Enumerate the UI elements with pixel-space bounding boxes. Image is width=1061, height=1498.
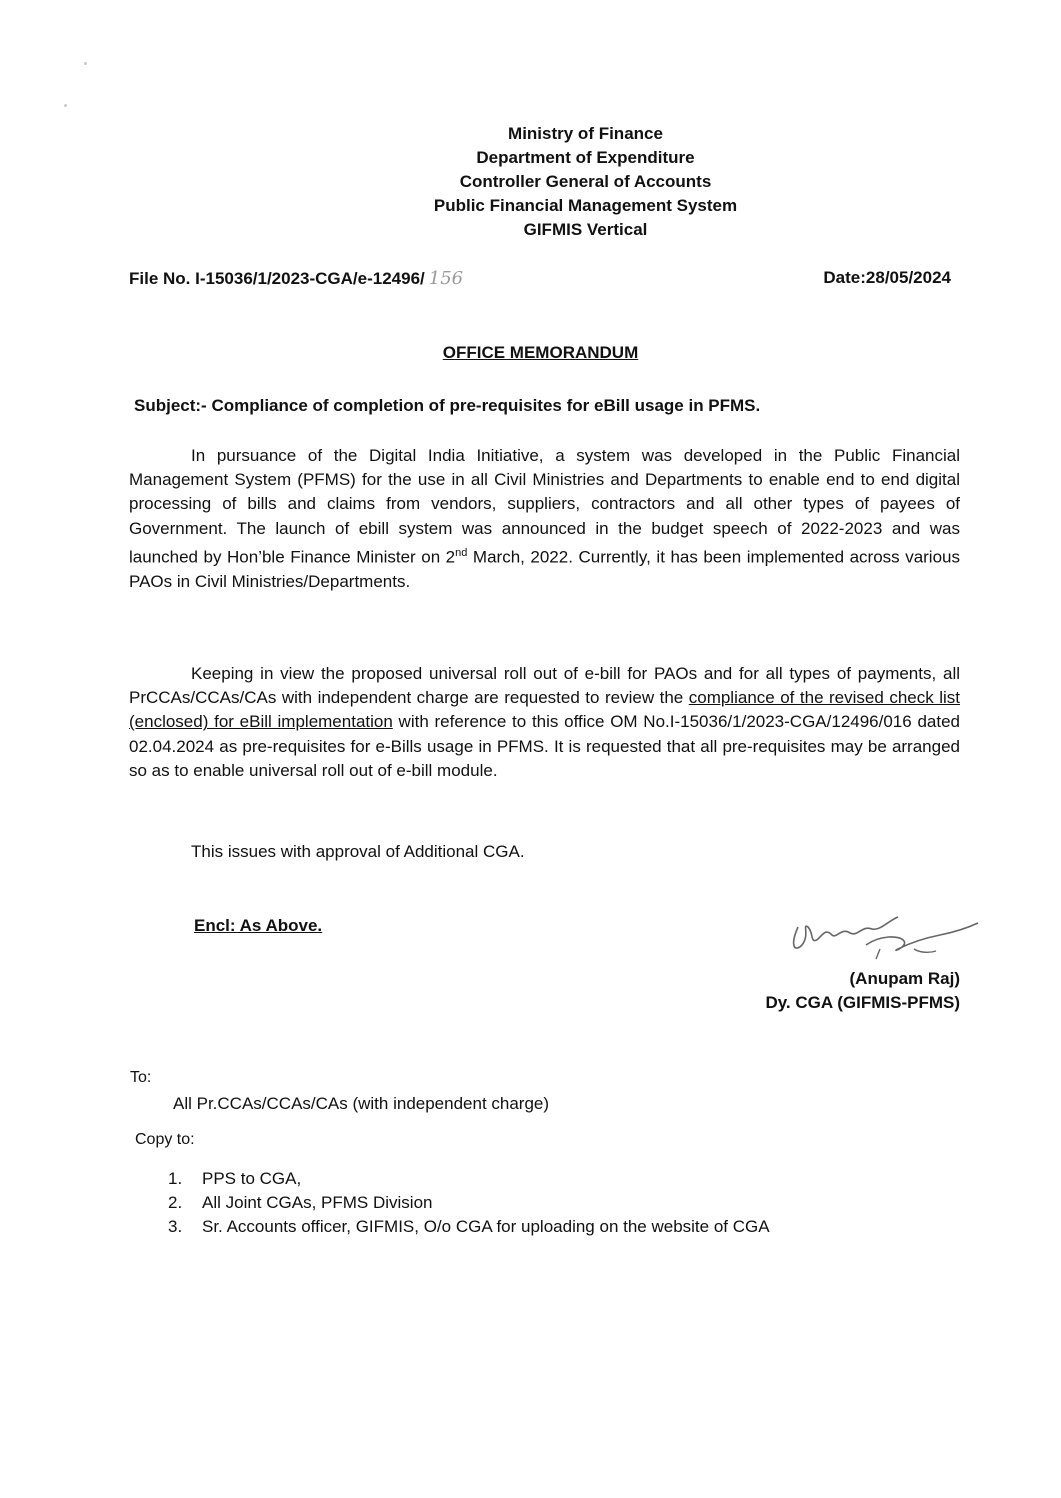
list-item-text: All Joint CGAs, PFMS Division: [202, 1193, 433, 1212]
copy-to-label: Copy to:: [135, 1131, 195, 1148]
approval-note: This issues with approval of Additional CGA.: [191, 842, 525, 861]
letterhead: [0, 122, 1061, 242]
scan-speck: [84, 62, 87, 65]
file-number: File No. I-15036/1/2023-CGA/e-12496/: [129, 269, 425, 288]
paragraph-1: [129, 444, 960, 594]
file-date-line: [129, 268, 951, 289]
system-name: Public Financial Management System: [433, 196, 738, 215]
list-item: [168, 1191, 770, 1215]
file-number-handwritten: 156: [428, 268, 464, 289]
ordinal-suffix: nd: [455, 546, 468, 559]
paragraph-2: [129, 662, 960, 783]
signatory-block: [700, 967, 960, 1015]
memo-title-wrap: [0, 343, 1061, 363]
paragraph-2-text-a: Keeping in view the proposed universal roll out of e-bill for PAOs and for all types of payments, all PrCCAs/CCAs/CAs with independent charge are requested to review the: [129, 664, 960, 708]
paragraph-1-text-b: March, 2022. Currently, it has been implemented across various PAOs in Civil Ministries/Departments.: [129, 547, 960, 591]
signatory-name: (Anupam Raj): [849, 969, 960, 988]
copy-to-list: [168, 1167, 770, 1239]
list-item-text: Sr. Accounts officer, GIFMIS, O/o CGA for uploading on the website of CGA: [202, 1217, 770, 1236]
paragraph-1-text-a: In pursuance of the Digital India Initiative, a system was developed in the Public Financial Management System (PFMS) for the use in all Civil Ministries and Departments to enable end to end digital processing of bills and claims from vendors, suppliers, contractors and all other types of payees of Government. The launch of ebill system was announced in the budget speech of 2022-2023 and was launched by Hon’ble Finance Minister on 2: [129, 446, 960, 567]
office-name: Controller General of Accounts: [459, 172, 712, 191]
to-recipient: All Pr.CCAs/CCAs/CAs (with independent charge): [173, 1094, 550, 1113]
list-item-number: 3.: [168, 1217, 183, 1236]
list-item: [168, 1215, 770, 1239]
list-item: [168, 1167, 770, 1191]
signatory-designation: Dy. CGA (GIFMIS-PFMS): [765, 993, 960, 1012]
list-item-number: 1.: [168, 1169, 183, 1188]
paragraph-2-text-b: with reference to this office OM No.I-15036/1/2023-CGA/12496/016 dated 02.04.2024 as pre-requisites for e-Bills usage in PFMS. It is requested that all pre-requisites may be arranged so as to enable universal roll out of e-bill module.: [129, 712, 960, 780]
to-label: To:: [130, 1069, 152, 1086]
memo-title: OFFICE MEMORANDUM: [442, 343, 639, 362]
vertical-name: GIFMIS Vertical: [523, 220, 648, 239]
list-item-text: PPS to CGA,: [202, 1169, 302, 1188]
paragraph-2-underlined: compliance of the revised check list (enclosed) for eBill implementation: [129, 688, 960, 732]
signature-image: [780, 905, 980, 975]
memo-subject: Subject:- Compliance of completion of pre-requisites for eBill usage in PFMS.: [134, 396, 761, 415]
department-name: Department of Expenditure: [476, 148, 695, 167]
scan-speck: [64, 104, 67, 107]
file-number-block: [129, 268, 463, 289]
ministry-name: Ministry of Finance: [508, 124, 663, 143]
enclosure-note: Encl: As Above.: [194, 916, 323, 935]
list-item-number: 2.: [168, 1193, 183, 1212]
memo-date: Date:28/05/2024: [823, 268, 951, 287]
